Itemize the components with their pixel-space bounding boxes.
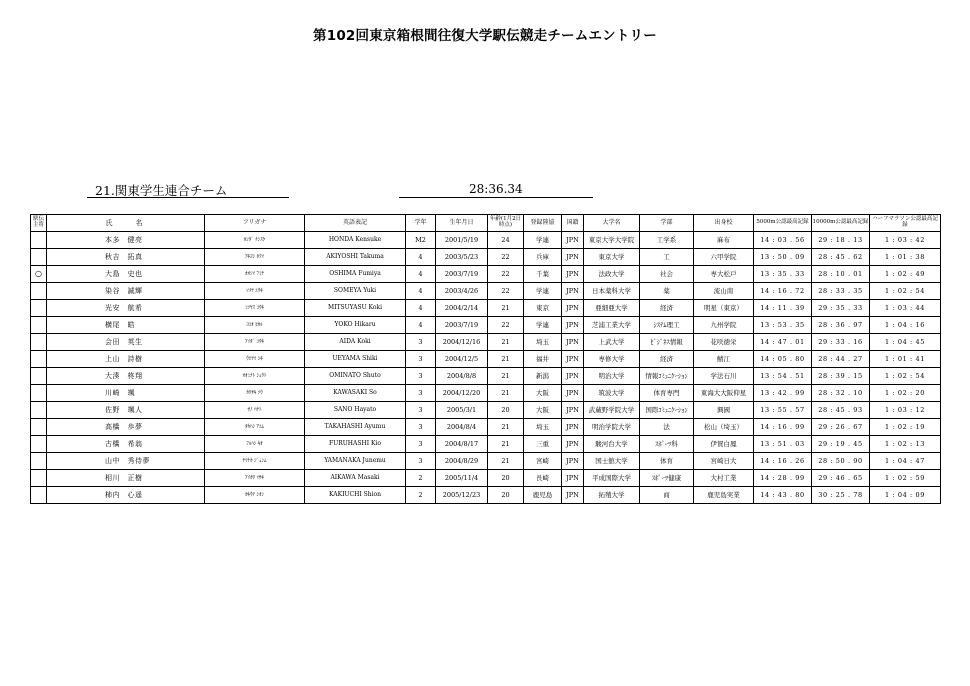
runner-federation: 大阪	[524, 385, 562, 402]
col-header-roma: 英語表記	[305, 215, 406, 232]
table-row	[31, 385, 941, 402]
header-row	[31, 215, 941, 232]
runner-federation: 千葉	[524, 266, 562, 283]
runner-5000m-record: 13 : 53 . 35	[754, 317, 812, 334]
runner-kana: ｱｷﾖｼ ﾀｸﾏ	[205, 249, 305, 266]
runner-grade: 3	[406, 368, 436, 385]
runner-grade: 3	[406, 453, 436, 470]
captain-mark	[31, 385, 47, 402]
runner-grade: 4	[406, 266, 436, 283]
runner-roma: YOKO Hikaru	[305, 317, 406, 334]
table-row	[31, 266, 941, 283]
runner-age: 21	[488, 368, 524, 385]
runner-name: 大湊 柊翔	[47, 368, 205, 385]
runner-highschool: 九州学院	[694, 317, 754, 334]
runner-grade: 4	[406, 249, 436, 266]
runner-grade: 4	[406, 283, 436, 300]
runner-name: 高橋 歩夢	[47, 419, 205, 436]
runner-5000m-record: 14 : 47 . 01	[754, 334, 812, 351]
runner-half-record: 1 : 02 : 54	[870, 283, 941, 300]
runner-highschool: 流山南	[694, 283, 754, 300]
table-row	[31, 334, 941, 351]
runner-nationality: JPN	[562, 470, 584, 487]
runner-faculty: 体育	[640, 453, 694, 470]
runner-age: 21	[488, 385, 524, 402]
runner-birthdate: 2005/12/23	[436, 487, 488, 504]
runner-5000m-record: 13 : 54 . 51	[754, 368, 812, 385]
runner-highschool: 鯖江	[694, 351, 754, 368]
runner-name: 秋吉 拓真	[47, 249, 205, 266]
col-header-age: 年齢(1月2日時点)	[488, 215, 524, 232]
runner-half-record: 1 : 04 : 16	[870, 317, 941, 334]
table-row	[31, 283, 941, 300]
col-header-mark: 駅伝主将	[31, 215, 47, 232]
runner-grade: M2	[406, 232, 436, 249]
runner-nationality: JPN	[562, 232, 584, 249]
runner-grade: 3	[406, 334, 436, 351]
runner-faculty: ｽﾎﾟｰﾂ健康	[640, 470, 694, 487]
runner-university: 明治大学	[584, 368, 640, 385]
table-row	[31, 487, 941, 504]
runner-roma: YAMANAKA Junemu	[305, 453, 406, 470]
runner-name: 本多 健亮	[47, 232, 205, 249]
runner-nationality: JPN	[562, 300, 584, 317]
runner-faculty: 法	[640, 419, 694, 436]
runner-federation: 兵庫	[524, 249, 562, 266]
runner-birthdate: 2004/8/8	[436, 368, 488, 385]
captain-mark	[31, 368, 47, 385]
runner-birthdate: 2004/8/4	[436, 419, 488, 436]
runner-nationality: JPN	[562, 487, 584, 504]
runner-roma: SOMEYA Yuki	[305, 283, 406, 300]
runner-10000m-record: 30 : 25 . 78	[812, 487, 870, 504]
runner-birthdate: 2003/7/19	[436, 266, 488, 283]
runner-name: 相川 正樹	[47, 470, 205, 487]
runner-federation: 新潟	[524, 368, 562, 385]
runner-faculty: 経済	[640, 300, 694, 317]
runner-5000m-record: 13 : 35 . 33	[754, 266, 812, 283]
runner-faculty: 社会	[640, 266, 694, 283]
runner-birthdate: 2004/12/20	[436, 385, 488, 402]
runner-roma: SANO Hayato	[305, 402, 406, 419]
runner-grade: 2	[406, 487, 436, 504]
runner-10000m-record: 29 : 35 . 33	[812, 300, 870, 317]
runner-faculty: 経済	[640, 351, 694, 368]
table-row	[31, 249, 941, 266]
runner-10000m-record: 28 : 45 . 93	[812, 402, 870, 419]
runner-half-record: 1 : 02 : 19	[870, 419, 941, 436]
runner-nationality: JPN	[562, 283, 584, 300]
runner-kana: ｻﾉ ﾊﾔﾄ	[205, 402, 305, 419]
runner-federation: 学連	[524, 317, 562, 334]
runner-birthdate: 2004/8/17	[436, 436, 488, 453]
runner-half-record: 1 : 02 : 20	[870, 385, 941, 402]
runner-5000m-record: 14 : 16 . 72	[754, 283, 812, 300]
runner-federation: 長崎	[524, 470, 562, 487]
runner-roma: OMINATO Shuto	[305, 368, 406, 385]
runner-half-record: 1 : 04 : 47	[870, 453, 941, 470]
col-header-grade: 学年	[406, 215, 436, 232]
runner-university: 亜細亜大学	[584, 300, 640, 317]
runner-highschool: 花咲徳栄	[694, 334, 754, 351]
runner-university: 芝浦工業大学	[584, 317, 640, 334]
runner-faculty: 情報ｺﾐｭﾆｹｰｼｮﾝ	[640, 368, 694, 385]
runner-grade: 4	[406, 317, 436, 334]
runner-5000m-record: 14 : 16 . 26	[754, 453, 812, 470]
col-header-kana: フリガナ	[205, 215, 305, 232]
runner-university: 法政大学	[584, 266, 640, 283]
runner-kana: ﾐﾂﾔｽ ｺｳｷ	[205, 300, 305, 317]
runner-name: 大島 史也	[47, 266, 205, 283]
runner-highschool: 学法石川	[694, 368, 754, 385]
runner-nationality: JPN	[562, 402, 584, 419]
runner-10000m-record: 28 : 33 . 35	[812, 283, 870, 300]
runner-nationality: JPN	[562, 419, 584, 436]
runner-10000m-record: 28 : 50 . 90	[812, 453, 870, 470]
runner-university: 拓殖大学	[584, 487, 640, 504]
runner-university: 明治学院大学	[584, 419, 640, 436]
runner-10000m-record: 29 : 19 . 45	[812, 436, 870, 453]
captain-mark	[31, 470, 47, 487]
runner-half-record: 1 : 02 : 13	[870, 436, 941, 453]
runner-roma: AIDA Koki	[305, 334, 406, 351]
col-header-name: 氏 名	[47, 215, 205, 232]
runner-kana: ﾖｺｵ ﾋｶﾙ	[205, 317, 305, 334]
table-row	[31, 436, 941, 453]
runner-grade: 3	[406, 419, 436, 436]
captain-mark	[31, 351, 47, 368]
runner-highschool: 宮崎日大	[694, 453, 754, 470]
runner-roma: OSHIMA Fumiya	[305, 266, 406, 283]
runner-kana: ﾀｶﾊｼ ｱﾕﾑ	[205, 419, 305, 436]
runner-faculty: ﾋﾞｼﾞﾈｽ情報	[640, 334, 694, 351]
runner-10000m-record: 28 : 36 . 97	[812, 317, 870, 334]
runner-university: 東京大学	[584, 249, 640, 266]
runner-birthdate: 2005/3/1	[436, 402, 488, 419]
runner-age: 24	[488, 232, 524, 249]
runner-roma: KAKIUCHI Shion	[305, 487, 406, 504]
col-header-half: ハーフマラソン公認最高記録	[870, 215, 941, 232]
runner-grade: 3	[406, 385, 436, 402]
runner-name: 山中 秀侍夢	[47, 453, 205, 470]
runner-5000m-record: 14 : 43 . 80	[754, 487, 812, 504]
runner-birthdate: 2004/12/5	[436, 351, 488, 368]
runner-name: 佐野 颯人	[47, 402, 205, 419]
captain-mark	[31, 283, 47, 300]
runner-grade: 3	[406, 402, 436, 419]
col-header-school: 出身校	[694, 215, 754, 232]
runner-highschool: 六甲学院	[694, 249, 754, 266]
runner-kana: ｳｴﾔﾏ ｼｷ	[205, 351, 305, 368]
runner-10000m-record: 28 : 39 . 15	[812, 368, 870, 385]
runner-roma: FURUHASHI Kio	[305, 436, 406, 453]
runner-age: 22	[488, 317, 524, 334]
runner-faculty: 国際ｺﾐｭﾆｹｰｼｮﾝ	[640, 402, 694, 419]
runner-birthdate: 2005/11/4	[436, 470, 488, 487]
runner-kana: ｶｷｳﾁ ｼｵﾝ	[205, 487, 305, 504]
runner-highschool: 松山（埼玉）	[694, 419, 754, 436]
runner-half-record: 1 : 03 : 44	[870, 300, 941, 317]
runner-name: 古橋 希翁	[47, 436, 205, 453]
runner-age: 22	[488, 266, 524, 283]
runner-roma: UEYAMA Shiki	[305, 351, 406, 368]
runner-faculty: 工学系	[640, 232, 694, 249]
runner-university: 国士舘大学	[584, 453, 640, 470]
runner-roma: AKIYOSHI Takuma	[305, 249, 406, 266]
runner-age: 21	[488, 334, 524, 351]
runner-faculty: 薬	[640, 283, 694, 300]
team-name-line	[87, 181, 289, 198]
runner-federation: 埼玉	[524, 419, 562, 436]
table-row	[31, 368, 941, 385]
runner-highschool: 鹿児島実業	[694, 487, 754, 504]
runner-age: 21	[488, 453, 524, 470]
runner-nationality: JPN	[562, 351, 584, 368]
runner-kana: ｱｲﾀﾞ ｺｳｷ	[205, 334, 305, 351]
runner-federation: 鹿児島	[524, 487, 562, 504]
runner-5000m-record: 13 : 50 . 09	[754, 249, 812, 266]
runner-federation: 学連	[524, 283, 562, 300]
runner-birthdate: 2001/5/19	[436, 232, 488, 249]
runner-age: 20	[488, 487, 524, 504]
runner-faculty: ｽﾎﾟｰﾂ科	[640, 436, 694, 453]
runner-roma: KAWASAKI So	[305, 385, 406, 402]
runner-grade: 2	[406, 470, 436, 487]
runner-highschool: 明星（東京）	[694, 300, 754, 317]
document-title: 第102回東京箱根間往復大学駅伝競走チームエントリー	[313, 28, 657, 44]
runner-federation: 埼玉	[524, 334, 562, 351]
table-row	[31, 300, 941, 317]
runner-nationality: JPN	[562, 368, 584, 385]
col-header-pref: 登録陸協	[524, 215, 562, 232]
runner-name: 柿内 心遥	[47, 487, 205, 504]
runner-birthdate: 2004/12/16	[436, 334, 488, 351]
runner-university: 武蔵野学院大学	[584, 402, 640, 419]
captain-mark	[31, 249, 47, 266]
runner-10000m-record: 28 : 32 . 10	[812, 385, 870, 402]
runner-name: 横尾 皓	[47, 317, 205, 334]
runner-highschool: 東海大大阪仰星	[694, 385, 754, 402]
runner-5000m-record: 13 : 51 . 03	[754, 436, 812, 453]
runner-nationality: JPN	[562, 266, 584, 283]
runner-5000m-record: 14 : 16 . 99	[754, 419, 812, 436]
table-row	[31, 351, 941, 368]
runner-roma: MITSUYASU Koki	[305, 300, 406, 317]
captain-mark	[31, 317, 47, 334]
runner-university: 駿河台大学	[584, 436, 640, 453]
table-row	[31, 232, 941, 249]
runner-half-record: 1 : 01 : 41	[870, 351, 941, 368]
runner-nationality: JPN	[562, 385, 584, 402]
runner-federation: 宮崎	[524, 453, 562, 470]
runner-5000m-record: 14 : 03 . 56	[754, 232, 812, 249]
runner-federation: 大阪	[524, 402, 562, 419]
runner-kana: ﾎﾝﾀﾞ ｹﾝｽｹ	[205, 232, 305, 249]
runner-kana: ｵｵｼﾏ ﾌﾐﾔ	[205, 266, 305, 283]
captain-mark	[31, 436, 47, 453]
captain-mark	[31, 419, 47, 436]
col-header-5000m: 5000m公認最高記録	[754, 215, 812, 232]
runner-age: 22	[488, 249, 524, 266]
runner-half-record: 1 : 02 : 54	[870, 368, 941, 385]
runner-10000m-record: 29 : 33 . 16	[812, 334, 870, 351]
runner-name: 上山 詩樹	[47, 351, 205, 368]
runner-nationality: JPN	[562, 317, 584, 334]
runner-nationality: JPN	[562, 249, 584, 266]
table-row	[31, 470, 941, 487]
runner-age: 20	[488, 402, 524, 419]
captain-mark: ○	[31, 266, 47, 283]
runner-nationality: JPN	[562, 436, 584, 453]
runner-kana: ｶﾜｻｷ ｿｳ	[205, 385, 305, 402]
team-time-line	[399, 181, 593, 198]
runner-5000m-record: 14 : 28 . 99	[754, 470, 812, 487]
runner-university: 上武大学	[584, 334, 640, 351]
runner-age: 21	[488, 436, 524, 453]
runner-faculty: 体育専門	[640, 385, 694, 402]
runner-faculty: ｼｽﾃﾑ理工	[640, 317, 694, 334]
captain-mark	[31, 453, 47, 470]
runner-name: 会田 英生	[47, 334, 205, 351]
captain-mark	[31, 334, 47, 351]
table-row	[31, 402, 941, 419]
runner-half-record: 1 : 03 : 12	[870, 402, 941, 419]
runner-10000m-record: 28 : 10 . 01	[812, 266, 870, 283]
runner-nationality: JPN	[562, 334, 584, 351]
runner-grade: 3	[406, 351, 436, 368]
runner-university: 筑波大学	[584, 385, 640, 402]
runner-half-record: 1 : 02 : 59	[870, 470, 941, 487]
runner-name: 川崎 颯	[47, 385, 205, 402]
runner-name: 染谷 誠輝	[47, 283, 205, 300]
runner-kana: ｱｲｶﾜ ﾏｻｷ	[205, 470, 305, 487]
runner-highschool: 麻布	[694, 232, 754, 249]
runner-federation: 東京	[524, 300, 562, 317]
runner-grade: 4	[406, 300, 436, 317]
captain-mark	[31, 487, 47, 504]
col-header-10000m: 10000m公認最高記録	[812, 215, 870, 232]
runner-faculty: 商	[640, 487, 694, 504]
col-header-birth: 生年月日	[436, 215, 488, 232]
runner-half-record: 1 : 02 : 49	[870, 266, 941, 283]
runner-nationality: JPN	[562, 453, 584, 470]
runner-roma: AIKAWA Masaki	[305, 470, 406, 487]
table-row	[31, 453, 941, 470]
runner-kana: ｿﾒﾔ ﾕｳｷ	[205, 283, 305, 300]
runner-grade: 3	[406, 436, 436, 453]
runner-half-record: 1 : 04 : 09	[870, 487, 941, 504]
col-header-nation: 国籍	[562, 215, 584, 232]
runner-faculty: 工	[640, 249, 694, 266]
runner-kana: ｵｵﾐﾅﾄ ｼｭｳﾄ	[205, 368, 305, 385]
runner-half-record: 1 : 01 : 38	[870, 249, 941, 266]
captain-mark	[31, 232, 47, 249]
table-row	[31, 317, 941, 334]
runner-5000m-record: 14 : 05 . 80	[754, 351, 812, 368]
runner-university: 日本薬科大学	[584, 283, 640, 300]
runner-10000m-record: 29 : 26 . 67	[812, 419, 870, 436]
runner-kana: ﾔﾏﾅｶ ｼﾞｭﾝﾑ	[205, 453, 305, 470]
runner-roma: HONDA Kensuke	[305, 232, 406, 249]
runner-5000m-record: 14 : 11 . 39	[754, 300, 812, 317]
runner-half-record: 1 : 03 : 42	[870, 232, 941, 249]
runner-age: 20	[488, 470, 524, 487]
runner-highschool: 伊賀白鳳	[694, 436, 754, 453]
runner-birthdate: 2003/7/19	[436, 317, 488, 334]
runner-highschool: 専大松戸	[694, 266, 754, 283]
runner-highschool: 興國	[694, 402, 754, 419]
table-row	[31, 419, 941, 436]
runner-5000m-record: 13 : 42 . 99	[754, 385, 812, 402]
runner-age: 22	[488, 283, 524, 300]
runner-10000m-record: 28 : 45 . 62	[812, 249, 870, 266]
team-time: 28:36.34	[469, 182, 523, 196]
runner-federation: 福井	[524, 351, 562, 368]
runner-age: 21	[488, 419, 524, 436]
captain-mark	[31, 402, 47, 419]
runner-federation: 三重	[524, 436, 562, 453]
runner-roma: TAKAHASHI Ayumu	[305, 419, 406, 436]
col-header-univ: 大学名	[584, 215, 640, 232]
runner-half-record: 1 : 04 : 45	[870, 334, 941, 351]
runner-10000m-record: 29 : 18 . 13	[812, 232, 870, 249]
captain-mark	[31, 300, 47, 317]
runner-birthdate: 2003/5/23	[436, 249, 488, 266]
runner-name: 光安 航希	[47, 300, 205, 317]
team-name: 21.関東学生連合チーム	[95, 183, 228, 198]
runner-10000m-record: 29 : 46 . 65	[812, 470, 870, 487]
runner-birthdate: 2004/8/29	[436, 453, 488, 470]
runner-birthdate: 2003/4/26	[436, 283, 488, 300]
runner-age: 21	[488, 351, 524, 368]
runner-birthdate: 2004/2/14	[436, 300, 488, 317]
col-header-faculty: 学部	[640, 215, 694, 232]
entry-table	[30, 214, 941, 504]
runner-10000m-record: 28 : 44 . 27	[812, 351, 870, 368]
runner-university: 専修大学	[584, 351, 640, 368]
runner-age: 21	[488, 300, 524, 317]
runner-kana: ﾌﾙﾊｼ ｷｵ	[205, 436, 305, 453]
runner-highschool: 大村工業	[694, 470, 754, 487]
runner-university: 東京大学大学院	[584, 232, 640, 249]
runner-federation: 学連	[524, 232, 562, 249]
runner-university: 平成国際大学	[584, 470, 640, 487]
runner-5000m-record: 13 : 55 . 57	[754, 402, 812, 419]
